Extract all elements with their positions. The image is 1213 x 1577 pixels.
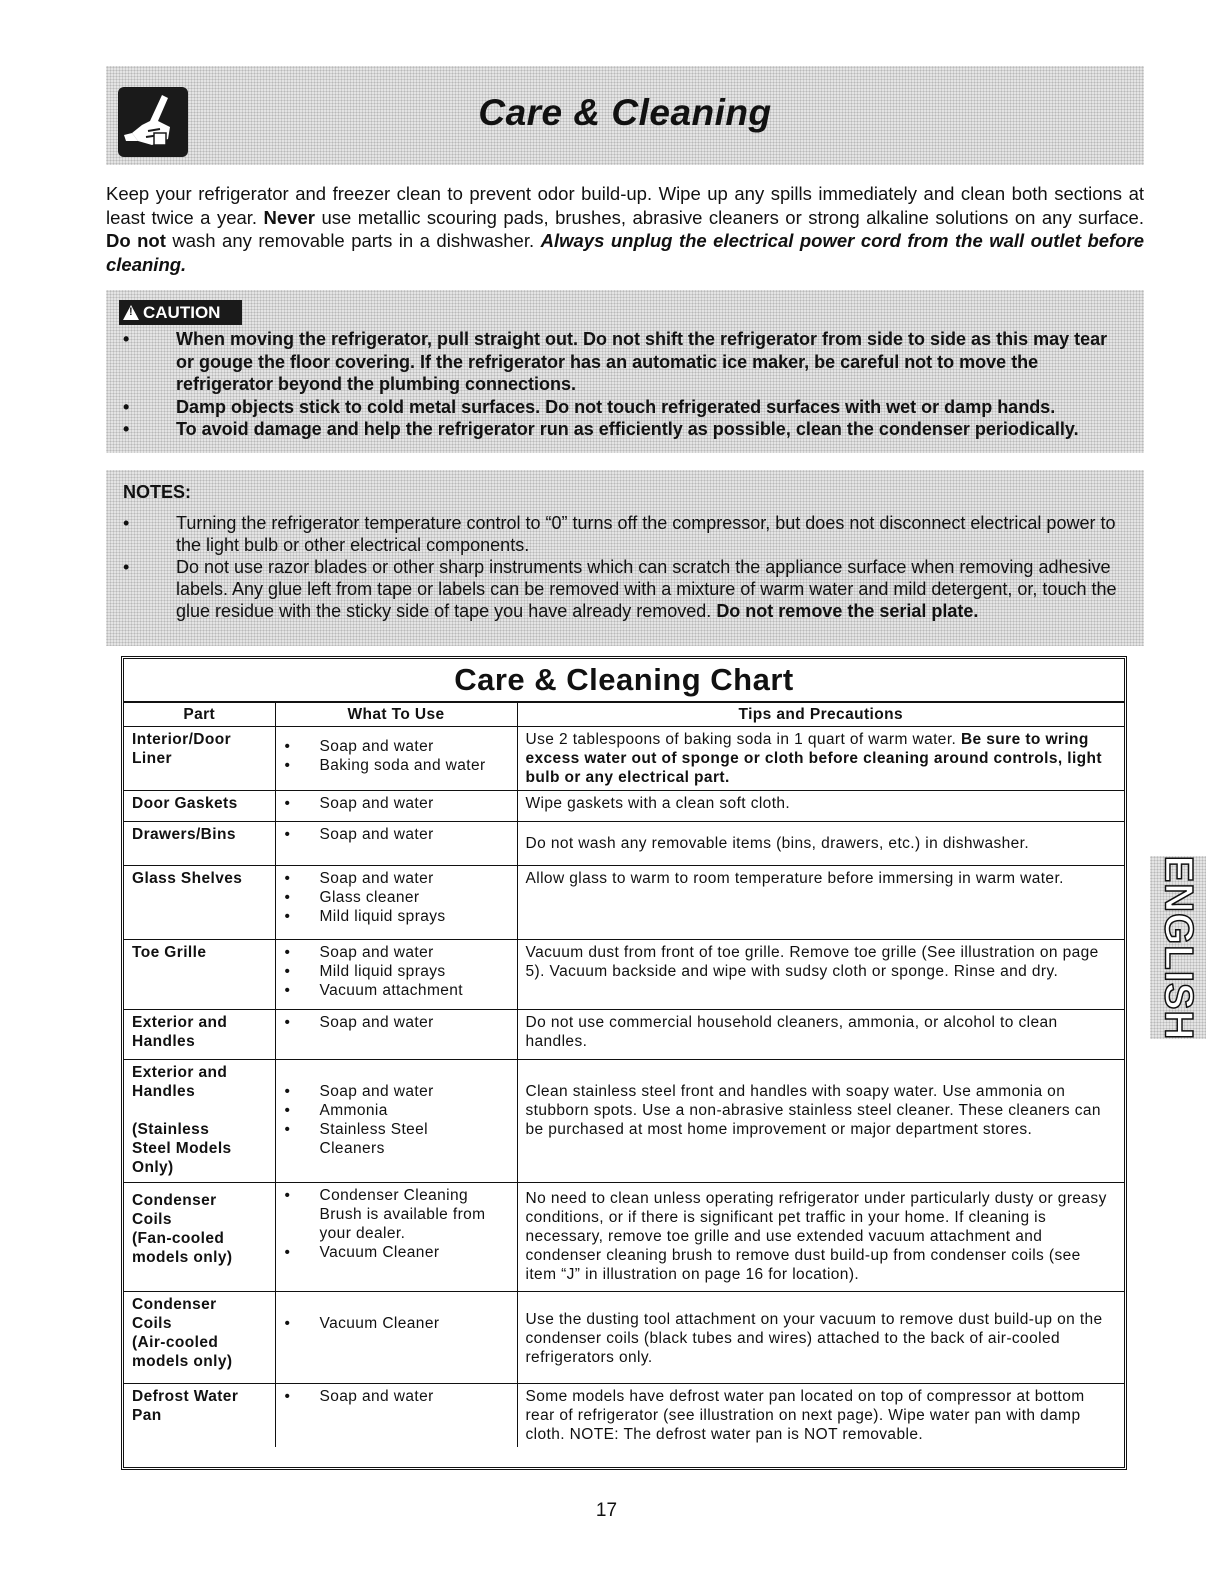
use-item: • Vacuum attachment bbox=[284, 981, 509, 1000]
part-line: (Stainless bbox=[132, 1121, 210, 1138]
care-cleaning-chart bbox=[121, 656, 1127, 1470]
use-item: • Condenser Cleaning Brush is available from your dealer. bbox=[284, 1186, 509, 1243]
tips-cell: Wipe gaskets with a clean soft cloth. bbox=[517, 791, 1124, 822]
tips-bold: Be sure to wring excess water out of sponge or cloth before cleaning around controls, light bulb or any electrical part. bbox=[525, 731, 1102, 786]
part-line: Condenser bbox=[132, 1296, 217, 1313]
use-cell bbox=[275, 1384, 517, 1448]
header-part: Part bbox=[124, 703, 275, 727]
tips-cell: Use the dusting tool attachment on your vacuum to remove dust build-up on the condenser coils (black tubes and wires) attached to the back of air-cooled refrigerators only. bbox=[517, 1292, 1124, 1384]
use-item: • Mild liquid sprays bbox=[284, 907, 509, 926]
part-line: Coils bbox=[132, 1211, 172, 1228]
part-cell bbox=[124, 727, 275, 791]
part-line: Toe Grille bbox=[132, 944, 207, 961]
table-row bbox=[124, 791, 1124, 822]
use-cell bbox=[275, 1060, 517, 1183]
part-line: (Fan-cooled bbox=[132, 1230, 225, 1247]
intro-do-not: Do not bbox=[106, 230, 166, 251]
note-item-bold: Do not remove the serial plate. bbox=[716, 601, 979, 621]
part-cell bbox=[124, 822, 275, 866]
part-line: (Air-cooled bbox=[132, 1334, 219, 1351]
tips-text: Do not wash any removable items (bins, drawers, etc.) in dishwasher. bbox=[525, 835, 1030, 852]
table-row bbox=[124, 1183, 1124, 1292]
tips-cell: Do not use commercial household cleaners, ammonia, or alcohol to clean handles. bbox=[517, 1010, 1124, 1060]
caution-item: • To avoid damage and help the refrigerator run as efficiently as possible, clean the condenser periodically. bbox=[106, 418, 1144, 441]
use-item: • Soap and water bbox=[284, 943, 509, 962]
use-cell bbox=[275, 1183, 517, 1292]
part-cell bbox=[124, 1384, 275, 1448]
warning-triangle-icon bbox=[123, 305, 139, 320]
part-line: Drawers/Bins bbox=[132, 826, 236, 843]
caution-list bbox=[106, 328, 1144, 441]
part-line: Liner bbox=[132, 750, 172, 767]
use-item: • Soap and water bbox=[284, 1082, 509, 1101]
use-item: • Vacuum Cleaner bbox=[284, 1314, 509, 1333]
part-cell bbox=[124, 1060, 275, 1183]
part-line: Handles bbox=[132, 1083, 196, 1100]
use-cell bbox=[275, 1010, 517, 1060]
header-tips: Tips and Precautions bbox=[517, 703, 1124, 727]
part-line: Defrost Water bbox=[132, 1388, 239, 1405]
part-cell bbox=[124, 1292, 275, 1384]
page-title: Care & Cleaning bbox=[478, 92, 772, 133]
part-line: models only) bbox=[132, 1353, 233, 1370]
use-cell bbox=[275, 1292, 517, 1384]
use-cell bbox=[275, 791, 517, 822]
use-item: • Soap and water bbox=[284, 1013, 509, 1032]
use-cell bbox=[275, 822, 517, 866]
table-row bbox=[124, 1292, 1124, 1384]
part-line: Only) bbox=[132, 1159, 174, 1176]
use-item: • Soap and water bbox=[284, 825, 509, 844]
chart-title: Care & Cleaning Chart bbox=[124, 659, 1124, 702]
use-item: • Mild liquid sprays bbox=[284, 962, 509, 981]
use-item: • Soap and water bbox=[284, 1387, 509, 1406]
part-line: Coils bbox=[132, 1315, 172, 1332]
table-row bbox=[124, 1010, 1124, 1060]
notes-list bbox=[106, 512, 1144, 622]
notes-box bbox=[106, 470, 1144, 646]
intro-text-1: Keep your refrigerator and freezer clean to prevent odor build-up. Wipe up any spills immediately and clean both sections at least twice a year. bbox=[106, 183, 1144, 228]
intro-text-3: wash any removable parts in a dishwasher. bbox=[165, 230, 541, 251]
note-item-text: Do not use razor blades or other sharp instruments which can scratch the appliance surface when removing adhesive labels. Any glue left from tape or labels can be removed with a mixture of warm water and mild detergent, or, touch the glue residue with the sticky side of tape you have already removed. bbox=[176, 557, 1117, 621]
language-tab-label: ENGLISH bbox=[1156, 855, 1201, 1040]
table-row bbox=[124, 727, 1124, 791]
use-cell bbox=[275, 940, 517, 1010]
table-row bbox=[124, 866, 1124, 940]
part-line: Handles bbox=[132, 1033, 196, 1050]
part-line: Pan bbox=[132, 1407, 162, 1424]
part-cell bbox=[124, 1183, 275, 1292]
part-line: Condenser bbox=[132, 1192, 217, 1209]
caution-box bbox=[106, 290, 1144, 453]
table-row bbox=[124, 1060, 1124, 1183]
table-row bbox=[124, 940, 1124, 1010]
part-line: Exterior and bbox=[132, 1064, 228, 1081]
tips-cell bbox=[517, 727, 1124, 791]
part-cell bbox=[124, 866, 275, 940]
part-line: Glass Shelves bbox=[132, 870, 243, 887]
note-item: • Turning the refrigerator temperature control to “0” turns off the compressor, but does not disconnect electrical power to the light bulb or other electrical components. bbox=[106, 512, 1144, 556]
tips-cell: Vacuum dust from front of toe grille. Remove toe grille (See illustration on page 5). Vacuum backside and wipe with sudsy cloth or sponge. Rinse and dry. bbox=[517, 940, 1124, 1010]
part-line: Exterior and bbox=[132, 1014, 228, 1031]
caution-item: • When moving the refrigerator, pull straight out. Do not shift the refrigerator from side to side as this may tear or gouge the floor covering. If the refrigerator has an automatic ice maker, be careful not to move the refrigerator beyond the plumbing connections. bbox=[106, 328, 1144, 396]
tips-cell: Clean stainless steel front and handles with soapy water. Use ammonia on stubborn spots. Use a non-abrasive stainless steel cleaner. These cleaners can be purchased at most home improvement or major department stores. bbox=[517, 1060, 1124, 1183]
note-item bbox=[106, 556, 1144, 622]
use-item: • Stainless Steel Cleaners bbox=[284, 1120, 509, 1158]
tips-cell bbox=[517, 822, 1124, 866]
notes-heading: NOTES: bbox=[123, 482, 192, 502]
use-item: • Soap and water bbox=[284, 869, 509, 888]
tips-cell: Some models have defrost water pan located on top of compressor at bottom rear of refrigerator (see illustration on next page). Wipe water pan with damp cloth. NOTE: The defrost water pan is NOT removable. bbox=[517, 1384, 1124, 1448]
intro-paragraph bbox=[106, 182, 1144, 276]
intro-text-2: use metallic scouring pads, brushes, abrasive cleaners or strong alkaline solutions on any surface. bbox=[314, 206, 1144, 228]
part-cell bbox=[124, 940, 275, 1010]
part-line: Interior/Door bbox=[132, 731, 232, 748]
caution-item: • Damp objects stick to cold metal surfaces. Do not touch refrigerated surfaces with wet or damp hands. bbox=[106, 396, 1144, 419]
use-item: • Glass cleaner bbox=[284, 888, 509, 907]
intro-unplug-warning: Always unplug the electrical power cord from the wall outlet before cleaning. bbox=[106, 230, 1144, 275]
page-number: 17 bbox=[595, 1500, 618, 1521]
header-banner bbox=[106, 66, 1144, 165]
header-what-to-use: What To Use bbox=[275, 703, 517, 727]
use-item: • Baking soda and water bbox=[284, 756, 509, 775]
use-item: • Soap and water bbox=[284, 737, 509, 756]
intro-never: Never bbox=[263, 206, 315, 228]
part-line: Door Gaskets bbox=[132, 795, 238, 812]
use-cell bbox=[275, 727, 517, 791]
table-row bbox=[124, 822, 1124, 866]
part-cell bbox=[124, 1010, 275, 1060]
table-row bbox=[124, 1384, 1124, 1448]
caution-label: CAUTION bbox=[143, 302, 221, 322]
tips-text: Use 2 tablespoons of baking soda in 1 quart of warm water. bbox=[525, 731, 961, 748]
language-tab bbox=[1150, 856, 1206, 1039]
use-item: • Vacuum Cleaner bbox=[284, 1243, 509, 1262]
use-item: • Soap and water bbox=[284, 794, 509, 813]
part-line: Steel Models bbox=[132, 1140, 232, 1157]
use-cell bbox=[275, 866, 517, 940]
use-item: • Ammonia bbox=[284, 1101, 509, 1120]
part-line: models only) bbox=[132, 1249, 233, 1266]
part-cell bbox=[124, 791, 275, 822]
tips-cell: No need to clean unless operating refrigerator under particularly dusty or greasy conditions, or if there is significant pet traffic in your home. If cleaning is necessary, remove toe grille and use extended vacuum attachment and condenser cleaning brush to remove dust build-up from condenser coils (see item “J” in illustration on page 16 for location). bbox=[517, 1183, 1124, 1292]
caution-badge bbox=[119, 300, 242, 325]
tips-cell: Allow glass to warm to room temperature before immersing in warm water. bbox=[517, 866, 1124, 940]
chart-table bbox=[124, 702, 1124, 1447]
table-header-row bbox=[124, 703, 1124, 727]
